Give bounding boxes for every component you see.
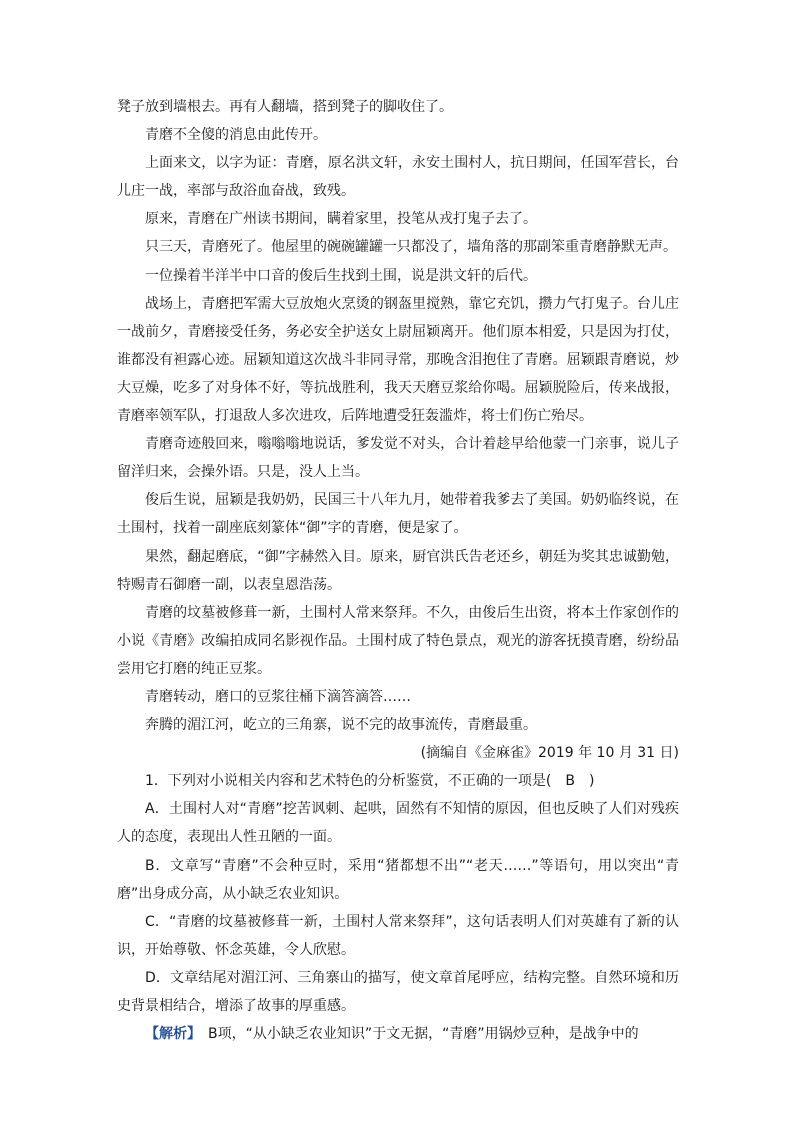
story-paragraph-13: 奔腾的湄江河，屹立的三角寨，说不完的故事流传，青磨最重。 bbox=[145, 717, 537, 734]
option-d: D．文章结尾对湄江河、三角寨山的描写，使文章首尾呼应，结构完整。自然环境和历史背景相结合，增添了故事的厚重感。 bbox=[117, 969, 679, 1014]
analysis bbox=[117, 1020, 679, 1048]
story-paragraph-12: 青磨转动，磨口的豆浆往桶下滴答滴答…… bbox=[145, 688, 411, 705]
story-paragraph-8: 青磨奇迹般回来，嗡嗡嗡地说话，爹发觉不对头，合计着趁早给他蒙一门亲事，说儿子留洋归来，会操外语。只是，没人上当。 bbox=[117, 436, 679, 481]
story-paragraph-2: 青磨不全傻的消息由此传开。 bbox=[145, 127, 327, 144]
story-paragraph-5: 只三天，青磨死了。他屋里的碗碗罐罐一只都没了，墙角落的那副笨重青磨静默无声。 bbox=[145, 239, 677, 256]
story-paragraph-11: 青磨的坟墓被修葺一新，土围村人常来祭拜。不久，由俊后生出资，将本土作家创作的小说《青磨》改编拍成同名影视作品。土围村成了特色景点，观光的游客抚摸青磨，纷纷品尝用它打磨的纯正豆浆。 bbox=[117, 604, 679, 677]
option-b: B．文章写“青磨”不会种豆时，采用“猪都想不出”“老天……”等语句，用以突出“青磨”出身成分高，从小缺乏农业知识。 bbox=[117, 857, 679, 902]
analysis-text: B项，“从小缺乏农业知识”于文无据，“青磨”用锅炒豆种，是战争中的 bbox=[194, 1026, 639, 1043]
question-stem: 1．下列对小说相关内容和艺术特色的分析鉴赏，不正确的一项是( B ) bbox=[145, 773, 595, 790]
story-paragraph-9: 俊后生说，屈颖是我奶奶，民国三十八年九月，她带着我爹去了美国。奶奶临终说，在土围村，找着一副座底刻篆体“御”字的青磨，便是家了。 bbox=[117, 492, 679, 537]
story-paragraph-10: 果然，翻起磨底，“御”字赫然入目。原来，厨官洪氏告老还乡，朝廷为奖其忠诚勤勉，特赐青石御磨一副，以表皇恩浩荡。 bbox=[117, 548, 679, 593]
source-citation: (摘编自《金麻雀》2019 年 10 月 31 日) bbox=[420, 745, 679, 762]
analysis-tag: 【解析】 bbox=[145, 1026, 194, 1043]
story-paragraph-4: 原来，青磨在广州读书期间，瞒着家里，投笔从戎打鬼子去了。 bbox=[145, 211, 537, 228]
story-paragraph-1: 凳子放到墙根去。再有人翻墙，搭到凳子的脚收住了。 bbox=[117, 99, 453, 115]
story-paragraph-7: 战场上，青磨把军需大豆放炮火烹烫的钢盔里搅熟，靠它充饥，攒力气打鬼子。台儿庄一战前夕，青磨接受任务，务必安全护送女上尉屈颖离开。他们原本相爱，只是因为打仗，谁都没有袒露心迹。屈颖知道这次战斗非同寻常，那晚含泪抱住了青磨。屈颖跟青磨说，炒大豆燥，吃多了对身体不好，等抗战胜利，我天天磨豆浆给你喝。屈颖脱险后，传来战报，青磨率领军队，打退敌人多次进攻，后阵地遭受狂轰滥炸，将士们伤亡殆尽。 bbox=[117, 295, 679, 425]
story-paragraph-3: 上面来文，以字为证：青磨，原名洪文轩，永安土围村人，抗日期间，任国军营长，台儿庄一战，率部与敌浴血奋战，致残。 bbox=[117, 155, 679, 200]
document-page bbox=[117, 93, 679, 1048]
option-a: A．土围村人对“青磨”挖苦讽刺、起哄，固然有不知情的原因，但也反映了人们对残疾人的态度，表现出人性丑陋的一面。 bbox=[117, 801, 679, 846]
story-paragraph-6: 一位操着半洋半中口音的俊后生找到土围，说是洪文轩的后代。 bbox=[145, 267, 537, 284]
option-c: C．“青磨的坟墓被修葺一新，土围村人常来祭拜”，这句话表明人们对英雄有了新的认识，开始尊敬、怀念英雄，令人欣慰。 bbox=[117, 913, 679, 958]
